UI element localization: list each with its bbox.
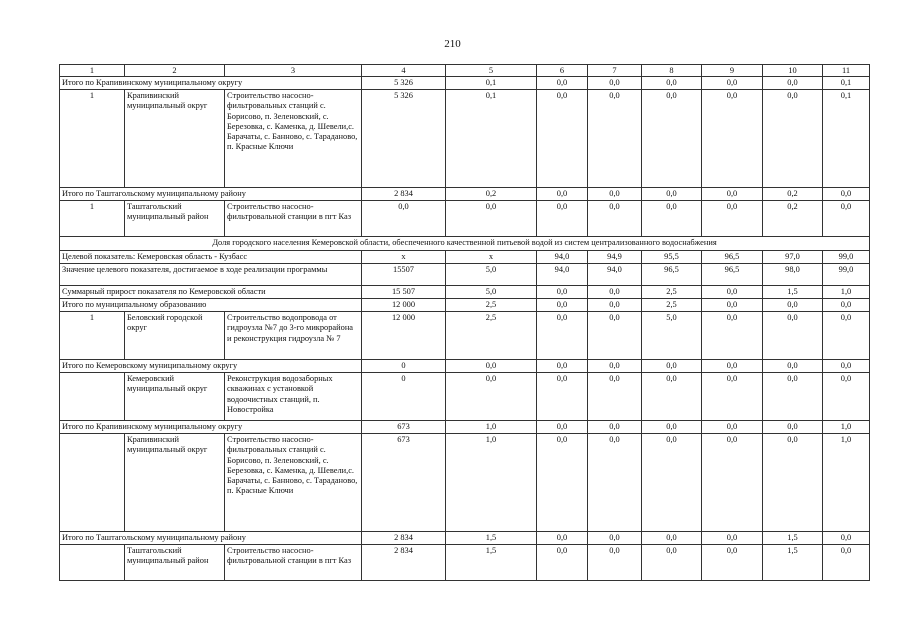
table-cell: 0,0 — [702, 286, 763, 299]
table-cell: 94,0 — [537, 251, 588, 264]
table-cell: 1,0 — [823, 286, 870, 299]
item-row — [60, 434, 870, 532]
table-cell: 96,5 — [642, 264, 702, 286]
table-cell: 0,0 — [537, 77, 588, 90]
table-cell: 0,0 — [702, 312, 763, 360]
table-cell: 0,0 — [537, 373, 588, 421]
row-number — [60, 373, 125, 421]
row-number — [60, 434, 125, 532]
table-cell: 0,0 — [588, 299, 642, 312]
table-cell: 5,0 — [642, 312, 702, 360]
table-cell: 0,0 — [537, 312, 588, 360]
table-cell: 0,0 — [642, 188, 702, 201]
table-cell: 0,0 — [763, 434, 823, 532]
table-cell: 99,0 — [823, 251, 870, 264]
row-label: Целевой показатель: Кемеровская область - Кузбасс — [60, 251, 362, 264]
table-cell: 0,1 — [823, 77, 870, 90]
table-cell: 0,0 — [702, 532, 763, 545]
table-cell: 1,5 — [446, 532, 537, 545]
table-cell: 0,0 — [702, 360, 763, 373]
total-row — [60, 264, 870, 286]
table-cell: 0,0 — [702, 421, 763, 434]
table-cell: 15507 — [362, 264, 446, 286]
table-cell: 0,0 — [537, 188, 588, 201]
table-cell: 5 326 — [362, 77, 446, 90]
table-cell: 0,0 — [588, 421, 642, 434]
table-cell: 0,0 — [537, 286, 588, 299]
table-cell: 1,5 — [446, 545, 537, 581]
item-row — [60, 545, 870, 581]
column-header: 11 — [823, 65, 870, 77]
page-number: 210 — [444, 38, 461, 50]
table-cell: 2 834 — [362, 545, 446, 581]
table-cell: 0,0 — [588, 77, 642, 90]
row-label: Итого по Крапивинскому муниципальному округу — [60, 421, 362, 434]
municipality-cell: Таштагольский муниципальный район — [125, 201, 225, 237]
table-cell: 0,0 — [588, 201, 642, 237]
column-header: 2 — [125, 65, 225, 77]
column-header: 8 — [642, 65, 702, 77]
row-number: 1 — [60, 312, 125, 360]
total-row — [60, 532, 870, 545]
row-label: Итого по Кемеровскому муниципальному округу — [60, 360, 362, 373]
municipality-cell: Беловский городской округ — [125, 312, 225, 360]
table-cell: 0,0 — [702, 299, 763, 312]
table-cell: 1,0 — [823, 421, 870, 434]
municipality-cell: Таштагольский муниципальный район — [125, 545, 225, 581]
table-cell: 1,5 — [763, 545, 823, 581]
table-cell: 94,9 — [588, 251, 642, 264]
table-cell: 0,2 — [763, 188, 823, 201]
table-cell: 0,0 — [642, 90, 702, 188]
table-cell: 0,0 — [642, 532, 702, 545]
table-cell: 0,0 — [823, 188, 870, 201]
column-header: 9 — [702, 65, 763, 77]
table-cell: 5,0 — [446, 264, 537, 286]
table-cell: 0,0 — [588, 434, 642, 532]
total-row — [60, 251, 870, 264]
row-number: 1 — [60, 201, 125, 237]
project-description-cell: Строительство насосно-фильтровальной станции в пгт Каз — [225, 201, 362, 237]
municipality-cell: Кемеровский муниципальный округ — [125, 373, 225, 421]
table-cell: 0,0 — [642, 434, 702, 532]
table-cell: 673 — [362, 434, 446, 532]
column-header: 3 — [225, 65, 362, 77]
table-cell: 5 326 — [362, 90, 446, 188]
table-cell: 0,0 — [702, 373, 763, 421]
row-label: Суммарный прирост показателя по Кемеровской области — [60, 286, 362, 299]
municipality-cell: Крапивинский муниципальный округ — [125, 434, 225, 532]
municipality-cell: Крапивинский муниципальный округ — [125, 90, 225, 188]
table-cell: 0 — [362, 373, 446, 421]
table-cell: 0,1 — [446, 90, 537, 188]
table-cell: 0,0 — [362, 201, 446, 237]
table-cell: 0,0 — [642, 373, 702, 421]
table-cell: 96,5 — [702, 251, 763, 264]
row-label: Итого по муниципальному образованию — [60, 299, 362, 312]
table-cell: 0,0 — [537, 421, 588, 434]
project-description-cell: Строительство насосно-фильтровальной станции в пгт Каз — [225, 545, 362, 581]
table-cell: 0,0 — [588, 286, 642, 299]
data-table — [59, 64, 870, 581]
row-number: 1 — [60, 90, 125, 188]
table-cell: х — [362, 251, 446, 264]
table-cell: 1,5 — [763, 286, 823, 299]
header-row — [60, 65, 870, 77]
table-cell: 2,5 — [446, 312, 537, 360]
total-row — [60, 286, 870, 299]
table-cell: 0,0 — [588, 312, 642, 360]
table-cell: 0,0 — [537, 434, 588, 532]
total-row — [60, 188, 870, 201]
table-cell: 673 — [362, 421, 446, 434]
table-cell: 0,2 — [763, 201, 823, 237]
table-cell: 99,0 — [823, 264, 870, 286]
table-cell: 0,0 — [702, 77, 763, 90]
project-description-cell: Строительство водопровода от гидроузла №7 до 3-го микрорайона и реконструкция гидроузла № 7 — [225, 312, 362, 360]
table-cell: 0,0 — [642, 360, 702, 373]
table-cell: 1,5 — [763, 532, 823, 545]
table-cell: 0,0 — [537, 299, 588, 312]
table-cell: 15 507 — [362, 286, 446, 299]
section-heading-row — [60, 237, 870, 251]
item-row — [60, 312, 870, 360]
row-label: Итого по Крапивинскому муниципальному округу — [60, 77, 362, 90]
table-cell: 0,0 — [537, 90, 588, 188]
table-cell: 0,0 — [823, 360, 870, 373]
table-cell: 1,0 — [823, 434, 870, 532]
table-cell: 12 000 — [362, 312, 446, 360]
column-header: 10 — [763, 65, 823, 77]
table-cell: 2 834 — [362, 188, 446, 201]
row-label: Итого по Таштагольскому муниципальному району — [60, 532, 362, 545]
table-cell: 0,0 — [537, 532, 588, 545]
table-cell: 0,0 — [763, 90, 823, 188]
table-cell: 94,0 — [537, 264, 588, 286]
table-cell: 0,0 — [702, 90, 763, 188]
item-row — [60, 373, 870, 421]
table-cell: 95,5 — [642, 251, 702, 264]
column-header: 5 — [446, 65, 537, 77]
table-cell: 0,0 — [763, 373, 823, 421]
table-cell: 0,0 — [537, 360, 588, 373]
table-cell: 0,0 — [588, 373, 642, 421]
total-row — [60, 421, 870, 434]
table-cell: 0,0 — [588, 360, 642, 373]
total-row — [60, 360, 870, 373]
table-cell: 0,0 — [588, 532, 642, 545]
table-cell: 0,0 — [702, 201, 763, 237]
project-description-cell: Реконструкция водозаборных скважинах с установкой водоочистных станций, п. Новостройка — [225, 373, 362, 421]
table-cell: 0,1 — [446, 77, 537, 90]
table-cell: 94,0 — [588, 264, 642, 286]
table-cell: 2 834 — [362, 532, 446, 545]
table-cell: 0,0 — [823, 545, 870, 581]
column-header: 7 — [588, 65, 642, 77]
table-cell: 0,0 — [588, 188, 642, 201]
table-cell: 12 000 — [362, 299, 446, 312]
table-cell: 5,0 — [446, 286, 537, 299]
table-cell: 2,5 — [642, 299, 702, 312]
row-label: Итого по Таштагольскому муниципальному району — [60, 188, 362, 201]
table-cell: 0,0 — [537, 545, 588, 581]
row-label: Значение целевого показателя, достигаемое в ходе реализации программы — [60, 264, 362, 286]
table-cell: 0,2 — [446, 188, 537, 201]
table-cell: 0,0 — [642, 201, 702, 237]
table-cell: 0,0 — [702, 188, 763, 201]
total-row — [60, 77, 870, 90]
table-cell: 0,0 — [763, 77, 823, 90]
table-cell: 0,0 — [823, 201, 870, 237]
table-cell: 0,0 — [763, 299, 823, 312]
row-number — [60, 545, 125, 581]
item-row — [60, 201, 870, 237]
table-cell: 0,0 — [446, 373, 537, 421]
table-cell: 0,0 — [588, 545, 642, 581]
table-cell: 0,0 — [823, 373, 870, 421]
table-cell: 2,5 — [446, 299, 537, 312]
column-header: 4 — [362, 65, 446, 77]
column-header: 6 — [537, 65, 588, 77]
table-cell: 0,0 — [823, 312, 870, 360]
table-cell: 0,0 — [702, 434, 763, 532]
project-description-cell: Строительство насосно-фильтровальных станций с. Борисово, п. Зеленовский, с. Березовка, с. Каменка, д. Шевели,с. Барачаты, с. Банново, с. Тараданово, п. Красные Ключи — [225, 434, 362, 532]
project-description-cell: Строительство насосно-фильтровальных станций с. Борисово, п. Зеленовский, с. Березовка, с. Каменка, д. Шевели,с. Барачаты, с. Банново, с. Тараданово, п. Красные Ключи — [225, 90, 362, 188]
table-cell: 0,0 — [537, 201, 588, 237]
table-cell: 1,0 — [446, 421, 537, 434]
table-cell: 0,0 — [642, 77, 702, 90]
table-cell: 0,0 — [642, 421, 702, 434]
table-cell: 2,5 — [642, 286, 702, 299]
table-cell: х — [446, 251, 537, 264]
table-cell: 0,1 — [823, 90, 870, 188]
total-row — [60, 299, 870, 312]
table-cell: 0,0 — [763, 360, 823, 373]
table-cell: 0,0 — [642, 545, 702, 581]
item-row — [60, 90, 870, 188]
table-cell: 0,0 — [823, 532, 870, 545]
section-heading: Доля городского населения Кемеровской области, обеспеченного качественной питьевой водой из систем централизованного водоснабжения — [60, 237, 870, 251]
table-cell: 0,0 — [823, 299, 870, 312]
table-cell: 96,5 — [702, 264, 763, 286]
table-cell: 0,0 — [763, 421, 823, 434]
table-cell: 0,0 — [446, 360, 537, 373]
table-cell: 0,0 — [446, 201, 537, 237]
table-cell: 0,0 — [702, 545, 763, 581]
table-cell: 0,0 — [588, 90, 642, 188]
table-cell: 98,0 — [763, 264, 823, 286]
table-cell: 0,0 — [763, 312, 823, 360]
table-cell: 0 — [362, 360, 446, 373]
column-header: 1 — [60, 65, 125, 77]
table-cell: 1,0 — [446, 434, 537, 532]
table-cell: 97,0 — [763, 251, 823, 264]
